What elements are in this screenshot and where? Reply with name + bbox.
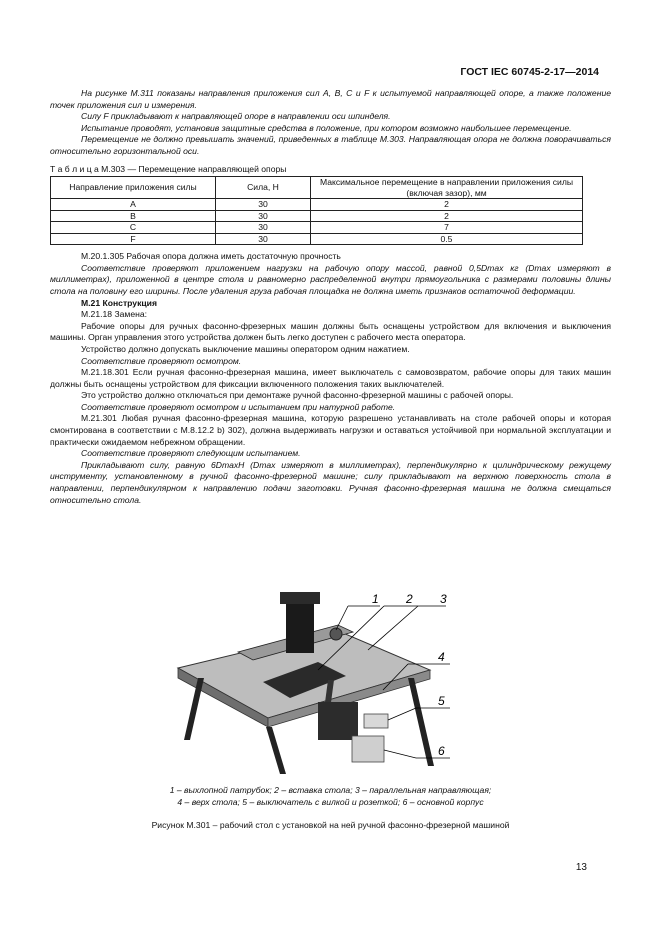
paragraph: M.21.18.301 Если ручная фасонно-фрезерная машина, имеет выключатель с самовозвратом, рабочие опоры для таких машин должны быть оснащены устройством для фиксации включенного положения таких выключателей. [50,367,611,389]
table-leg-left [184,678,204,740]
table-cell: 30 [216,233,311,245]
paragraph: Соответствие проверяют осмотром и испытанием при натурной работе. [81,401,396,412]
paragraph: Это устройство должно отключаться при демонтаже ручной фасонно-фрезерной машины с рабочей опоры. [81,390,514,401]
paragraph: Испытание проводят, установив защитные средства в положение, при котором возможно наибольшее перемещение. [81,122,572,133]
table-cell: 30 [216,210,311,222]
document-header: ГОСТ IEC 60745-2-17—2014 [460,66,599,78]
displacement-table [50,176,583,245]
paragraph: M.20.1.305 Рабочая опора должна иметь достаточную прочность [81,251,341,262]
table-row [51,222,583,234]
figure-label-5: 5 [438,694,445,708]
switch-box [364,714,388,728]
paragraph: Прикладывают силу, равную 6DmaxH (Dmax измеряют в миллиметрах), перпендикулярно к цилиндрическому режущему инструменту, установленному в ручной фасонно-фрезерной машине; силу прикладывают на верхнюю поверхность стола в направлении, перпендикулярном к направлению подачи заготовки. Ручная фасонно-фрезерная машина не должна смещаться относительно стола. [50,459,611,505]
table-cell: A [51,199,216,211]
router-table-figure [168,590,468,776]
column-header: Сила, Н [216,177,311,199]
legend-line-2: 4 – верх стола; 5 – выключатель с вилкой и розеткой; 6 – основной корпус [177,796,484,807]
document-body [50,88,611,506]
table-caption: Т а б л и ц а M.303 — Перемещение направляющей опоры [50,163,287,174]
paragraph: Рабочие опоры для ручных фасонно-фрезерных машин должны быть оснащены устройством для включения и выключения машины. Орган управления этого устройства должен быть легко доступен с рабочего места оператора. [50,320,611,343]
paragraph: Силу F прикладывают к направляющей опоре в направлении оси шпинделя. [81,111,391,122]
figure-label-2: 2 [406,592,413,606]
table-cell: 2 [311,199,583,211]
paragraph: Соответствие проверяют приложением нагрузки на рабочую опору массой, равной 0,5Dmax кг (Dmax измеряют в миллиметрах), приложенной в центре стола и равномерно распределенной внутри прямоугольника с размерами половины длины стола на половину его ширины. После удаления груза рабочая площадка не должна иметь признаков остаточной деформации. [50,262,611,296]
table-cell: 30 [216,199,311,211]
column-header: Максимальное перемещение в направлении приложения силы (включая зазор), мм [311,177,583,199]
table-cell: 30 [216,222,311,234]
table-cell: C [51,222,216,234]
paragraph: Перемещение не должно превышать значений, приведенных в таблице M.303. Направляющая опора не должна поворачиваться относительно горизонтальной оси. [50,134,611,156]
section-paragraphs [50,251,611,506]
paragraph: M.21 Конструкция [81,297,157,308]
table-cell: 2 [311,210,583,222]
router-body [318,702,358,740]
table-row [51,210,583,222]
table-leg-front [266,727,286,774]
table-row [51,199,583,211]
paragraph: M.21.301 Любая ручная фасонно-фрезерная машина, которую разрешено устанавливать на столе рабочей опоры и которая смонтирована в соответствии с M.8.12.2 b) 302), должна выдерживать нагрузки и оставаться устойчивой при нормальной эксплуатации и практически ожидаемом небрежном обращении. [50,413,611,447]
base-housing [352,736,384,762]
table-cell: 7 [311,222,583,234]
table-cell: F [51,233,216,245]
table-header-row [51,177,583,199]
intro-paragraphs [50,88,611,158]
table-cell: B [51,210,216,222]
table-row [51,233,583,245]
figure-caption: Рисунок M.301 – рабочий стол с установкой на ней ручной фасонно-фрезерной машиной [151,820,510,830]
table-body [51,199,583,245]
paragraph: Соответствие проверяют следующим испытанием. [81,448,301,459]
paragraph: Устройство должно допускать выключение машины оператором одним нажатием. [81,343,410,354]
legend-line-1: 1 – выхлопной патрубок; 2 – вставка стола; 3 – параллельная направляющая; [169,785,492,795]
figure-label-6: 6 [438,744,445,758]
figure-label-1: 1 [372,592,379,606]
table-leg-right [408,678,434,766]
paragraph: M.21.18 Замена: [81,309,148,320]
table-cell: 0.5 [311,233,583,245]
paragraph: Соответствие проверяют осмотром. [81,355,242,366]
page-number: 13 [575,862,587,873]
figure-legend [50,785,611,808]
figure-label-3: 3 [440,592,447,606]
figure-label-4: 4 [438,650,445,664]
exhaust-tower [286,598,314,653]
paragraph: На рисунке M.311 показаны направления приложения сил A, B, C и F к испытуемой направляющей опоре, а также положение точек приложения сил и измерения. [50,88,611,110]
exhaust-cap [280,592,320,604]
column-header: Направление приложения силы [51,177,216,199]
